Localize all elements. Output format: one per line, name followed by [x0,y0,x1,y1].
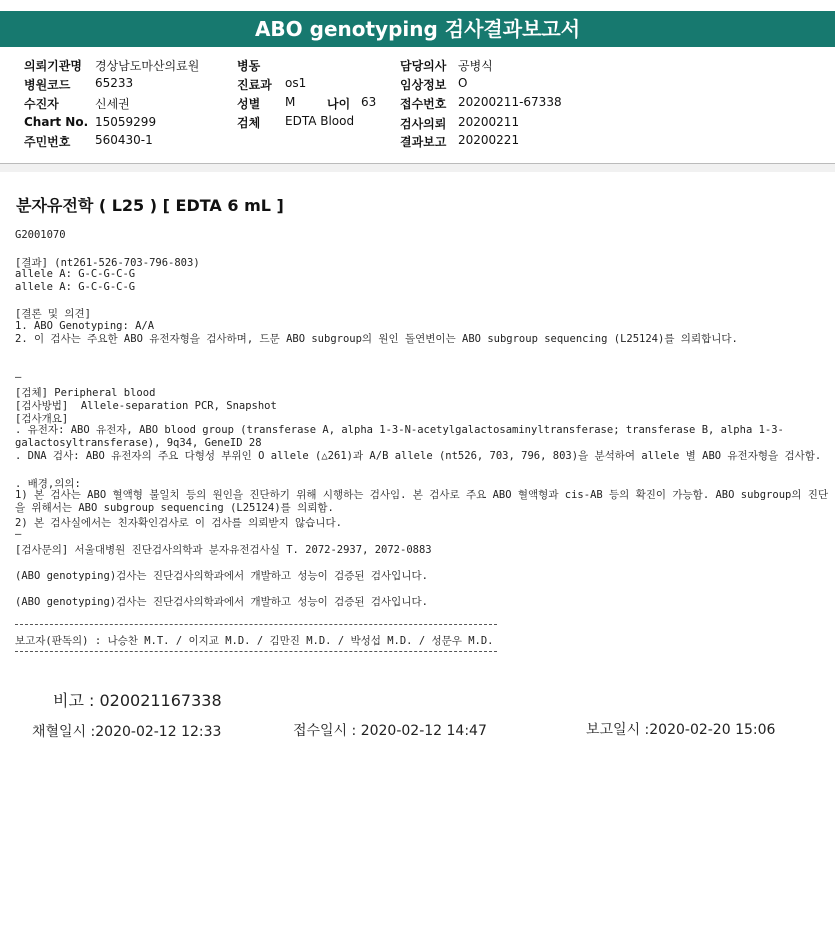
label-clinical-info: 임상정보 [400,78,447,92]
value-resident-no: 560430-1 [95,133,153,147]
receipt-datetime: 접수일시 : 2020-02-12 14:47 [293,723,487,739]
specimen-line: [검체] Peripheral blood [15,387,156,399]
value-requesting-institution: 경상남도마산의료원 [95,59,200,73]
overview-dna: . DNA 검사: ABO 유전자의 주요 다형성 부위인 O allele (△261)과 A/B allele (nt526, 703, 796, 803)을 분석하여 allele 별 ABO 유전자형을 검사함. [15,450,822,462]
value-age: 63 [361,95,377,109]
label-resident-no: 주민번호 [24,135,71,149]
label-test-request: 검사의뢰 [400,117,447,131]
label-sex: 성별 [237,97,261,111]
allele-1: allele A: G-C-G-C-G [15,268,136,280]
separator-2: — [15,528,22,540]
value-receipt-no: 20200211-67338 [458,95,562,109]
result-heading: [결과] (nt261-526-703-796-803) [15,257,200,269]
value-specimen: EDTA Blood [285,114,355,128]
label-hospital-code: 병원코드 [24,78,71,92]
label-patient: 수진자 [24,97,59,111]
label-department: 진료과 [237,78,272,92]
header-shadow [0,164,835,172]
reporter-rule-top [15,624,497,625]
conclusion-line-2: 2. 이 검사는 주요한 ABO 유전자형을 검사하며, 드문 ABO subgroup의 원인 돌연변이는 ABO subgroup sequencing (L25124)를 의뢰합니다. [15,333,738,345]
value-hospital-code: 65233 [95,76,134,90]
reporter-rule-bottom [15,651,497,652]
conclusion-line-1: 1. ABO Genotyping: A/A [15,320,155,332]
allele-2: allele A: G-C-G-C-G [15,281,136,293]
separator-1: — [15,371,22,383]
overview-background: . 배경,의의: [15,478,81,490]
remark: 비고 : 020021167338 [53,691,222,710]
collection-datetime: 채혈일시 :2020-02-12 12:33 [32,724,222,740]
label-specimen: 검체 [237,116,261,130]
value-result-report: 20200221 [458,133,520,147]
label-age: 나이 [327,97,351,111]
validation-notice-1: (ABO genotyping)검사는 진단검사의학과에서 개발하고 성능이 검증된 검사입니다. [15,570,428,582]
overview-point-2: 2) 본 검사실에서는 친자확인검사로 이 검사를 의뢰받지 않습니다. [15,517,342,529]
value-patient: 신세권 [95,97,130,111]
label-ward: 병동 [237,59,261,73]
value-physician: 공병식 [458,59,493,73]
inquiry-line: [검사문의] 서울대병원 진단검사의학과 분자유전검사실 T. 2072-2937, 2072-0883 [15,544,432,556]
report-datetime: 보고일시 :2020-02-20 15:06 [586,722,776,738]
patient-info [0,53,835,163]
value-clinical-info: O [458,76,468,90]
label-chart-no: Chart No. [24,115,89,129]
label-result-report: 결과보고 [400,135,447,149]
validation-notice-2: (ABO genotyping)검사는 진단검사의학과에서 개발하고 성능이 검증된 검사입니다. [15,596,428,608]
value-chart-no: 15059299 [95,115,157,129]
overview-heading: [검사개요] [15,413,69,425]
label-receipt-no: 접수번호 [400,97,447,111]
section-title: 분자유전학 ( L25 ) [ EDTA 6 mL ] [16,196,284,215]
method-line: [검사방법] Allele-separation PCR, Snapshot [15,400,277,412]
conclusion-heading: [결론 및 의견] [15,308,92,320]
report-title: ABO genotyping 검사결과보고서 [0,11,835,47]
overview-gene: . 유전자: ABO 유전자, ABO blood group (transferase A, alpha 1-3-N-acetylgalactosaminyltransferase; transferase B, alpha 1-3-galactosyltransferase), 9q34, GeneID 28 [15,424,784,449]
value-department: os1 [285,76,307,90]
value-test-request: 20200211 [458,115,520,129]
reporters-line: 보고자(판독의) : 나승찬 M.T. / 이지교 M.D. / 김만진 M.D. / 박성섭 M.D. / 성문우 M.D. [15,635,494,647]
label-requesting-institution: 의뢰기관명 [24,59,82,73]
specimen-code: G2001070 [15,229,66,241]
overview-point-1: 1) 본 검사는 ABO 혈액형 불일치 등의 원인을 진단하기 위해 시행하는 검사임. 본 검사로 주요 ABO 혈액형과 cis-AB 등의 확진이 가능함. ABO subgroup의 진단을 위해서는 ABO subgroup sequencing (L25124)를 의뢰함. [15,489,829,514]
value-sex: M [285,95,296,109]
label-physician: 담당의사 [400,59,447,73]
